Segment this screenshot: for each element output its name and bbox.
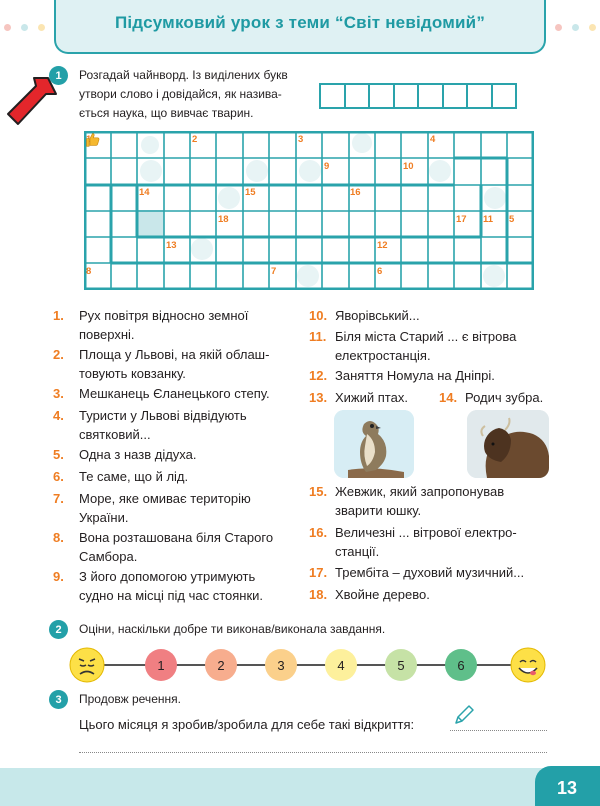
clue-text: Мешканець Єланецького степу. [79, 386, 270, 401]
clue-line: електростанція. [335, 348, 431, 363]
cell-number: 2 [192, 134, 198, 145]
clue-line: Море, яке омиває територію [79, 491, 251, 506]
sad-face-icon[interactable] [69, 647, 105, 683]
task-1-line: Розгадай чайнворд. Із виділених букв [79, 68, 288, 82]
cell-number: 5 [509, 214, 515, 225]
bison-photo [467, 410, 549, 478]
task-1-instructions [79, 66, 288, 123]
happy-face-icon[interactable] [510, 647, 546, 683]
clue-item [309, 585, 430, 604]
cell-number: 4 [430, 134, 436, 145]
clue-item [309, 388, 408, 407]
clue-line: Площа у Львові, на якій облаш- [79, 347, 270, 362]
clue-item [309, 482, 504, 520]
task-3-number: 3 [49, 690, 68, 709]
clue-text: Хвойне дерево. [335, 587, 430, 602]
answer-box[interactable] [466, 83, 493, 109]
task-2-instructions: Оціни, наскільки добре ти виконав/виконала завдання. [79, 622, 386, 636]
rating-option-5[interactable] [385, 649, 417, 681]
clue-item [53, 345, 269, 383]
hawk-illustration [334, 410, 414, 478]
clue-text [79, 528, 273, 566]
rating-label: 1 [157, 657, 165, 673]
cell-number: 6 [377, 266, 383, 277]
cell-number: 17 [456, 214, 467, 225]
rating-label: 3 [277, 657, 285, 673]
clue-number: 5. [53, 447, 64, 462]
clue-line: України. [79, 510, 129, 525]
clue-item [309, 327, 516, 365]
clue-text: Трембіта – духовий музичний... [335, 565, 525, 580]
clue-text [335, 327, 516, 365]
clue-line: Жевжик, який запропонував [335, 484, 505, 499]
chainword-grid[interactable] [84, 131, 534, 290]
clue-line: Туристи у Львові відвідують [79, 408, 247, 423]
clue-number: 9. [53, 569, 64, 584]
hawk-photo [334, 410, 414, 478]
clue-number: 8. [53, 530, 64, 545]
answer-box[interactable] [368, 83, 395, 109]
task-1-number: 1 [49, 66, 68, 85]
grid-lines [84, 131, 534, 290]
cell-number: 14 [139, 187, 150, 198]
cell-number: 8 [86, 266, 92, 277]
clue-item [53, 567, 263, 605]
clue-number: 6. [53, 469, 64, 484]
rating-label: 5 [397, 657, 405, 673]
clue-line: станції. [335, 544, 380, 559]
cell-number: 10 [403, 161, 414, 172]
lesson-title: Підсумковий урок з теми “Світ невідомий” [114, 13, 486, 32]
cell-number: 16 [350, 187, 361, 198]
rating-option-3[interactable] [265, 649, 297, 681]
clue-number: 1. [53, 308, 64, 323]
clue-text: Хижий птах. [335, 390, 408, 405]
clue-text [79, 567, 263, 605]
clue-number: 16. [309, 525, 328, 540]
decor-dots-right [538, 24, 596, 32]
cell-number: 18 [218, 214, 229, 225]
clue-number: 15. [309, 484, 328, 499]
rating-label: 2 [217, 657, 225, 673]
answer-box[interactable] [491, 83, 518, 109]
clue-item [53, 384, 270, 403]
clue-text [79, 306, 248, 344]
lesson-header [54, 0, 546, 54]
clue-text [335, 482, 504, 520]
clue-number: 3. [53, 386, 64, 401]
task-1-line: ється наука, що вивчає тварин. [79, 106, 254, 120]
clue-text [79, 345, 269, 383]
clue-number: 4. [53, 408, 64, 423]
clue-line: поверхні. [79, 327, 135, 342]
clue-line: товують ковзанку. [79, 366, 186, 381]
answer-line[interactable] [450, 730, 547, 731]
clue-item [53, 406, 247, 444]
clue-text [79, 406, 247, 444]
clue-item [53, 445, 197, 464]
clue-text [79, 489, 251, 527]
pencil-icon [453, 704, 475, 726]
task-1-line: утвори слово і довідайся, як назива- [79, 87, 282, 101]
answer-line[interactable] [79, 752, 547, 753]
clue-number: 7. [53, 491, 64, 506]
clue-line: Самбора. [79, 549, 138, 564]
clue-number: 14. [439, 390, 458, 405]
clue-item [53, 467, 188, 486]
rating-label: 4 [337, 657, 345, 673]
rating-option-2[interactable] [205, 649, 237, 681]
cell-number: 12 [377, 240, 388, 251]
clue-number: 18. [309, 587, 328, 602]
clue-item [309, 523, 517, 561]
clue-number: 2. [53, 347, 64, 362]
clue-line: З його допомогою утримують [79, 569, 256, 584]
clue-text: Те саме, що й лід. [79, 469, 189, 484]
clue-line: Біля міста Старий ... є вітрова [335, 329, 517, 344]
clue-text: Одна з назв дідуха. [79, 447, 197, 462]
cell-number: 11 [483, 214, 494, 225]
task-3-instructions: Продовж речення. [79, 692, 181, 706]
clue-text [335, 523, 517, 561]
clue-number: 17. [309, 565, 328, 580]
footer-band [0, 768, 600, 806]
clue-number: 12. [309, 368, 328, 383]
task-2-number: 2 [49, 620, 68, 639]
clue-item [309, 306, 420, 325]
clue-item [309, 366, 495, 385]
clue-line: Вона розташована біля Старого [79, 530, 274, 545]
answer-letter-boxes[interactable] [321, 83, 517, 109]
clue-line: Рух повітря відносно земної [79, 308, 249, 323]
page-number: 13 [535, 766, 600, 806]
clue-item [309, 563, 524, 582]
bison-illustration [467, 410, 549, 478]
clue-text: Яворівський... [335, 308, 420, 323]
clue-line: Величезні ... вітрової електро- [335, 525, 517, 540]
thumbs-up-icon [84, 131, 101, 148]
cell-number: 3 [298, 134, 304, 145]
clue-item [53, 306, 248, 344]
clue-item [53, 489, 251, 527]
answer-box[interactable] [417, 83, 444, 109]
rating-option-6[interactable] [445, 649, 477, 681]
answer-box[interactable] [319, 83, 346, 109]
clue-item [439, 388, 543, 407]
answer-box[interactable] [442, 83, 469, 109]
clue-text: Заняття Номула на Дніпрі. [335, 368, 495, 383]
clue-number: 13. [309, 390, 328, 405]
clue-line: зварити юшку. [335, 503, 422, 518]
rating-label: 6 [457, 657, 465, 673]
rating-option-4[interactable] [325, 649, 357, 681]
cell-number: 15 [245, 187, 256, 198]
rating-option-1[interactable] [145, 649, 177, 681]
answer-box[interactable] [393, 83, 420, 109]
clue-number: 11. [309, 329, 327, 344]
clues-left [53, 306, 308, 606]
clue-item [53, 528, 273, 566]
cell-number: 7 [271, 266, 277, 277]
clue-number: 10. [309, 308, 328, 323]
clue-text: Родич зубра. [465, 390, 544, 405]
answer-box[interactable] [344, 83, 371, 109]
cell-number: 9 [324, 161, 330, 172]
cell-number: 13 [166, 240, 177, 251]
clue-line: святковий... [79, 427, 151, 442]
task-3-sentence: Цього місяця я зробив/зробила для себе такі відкриття: [79, 717, 415, 732]
clue-line: судно на місці під час стоянки. [79, 588, 264, 603]
